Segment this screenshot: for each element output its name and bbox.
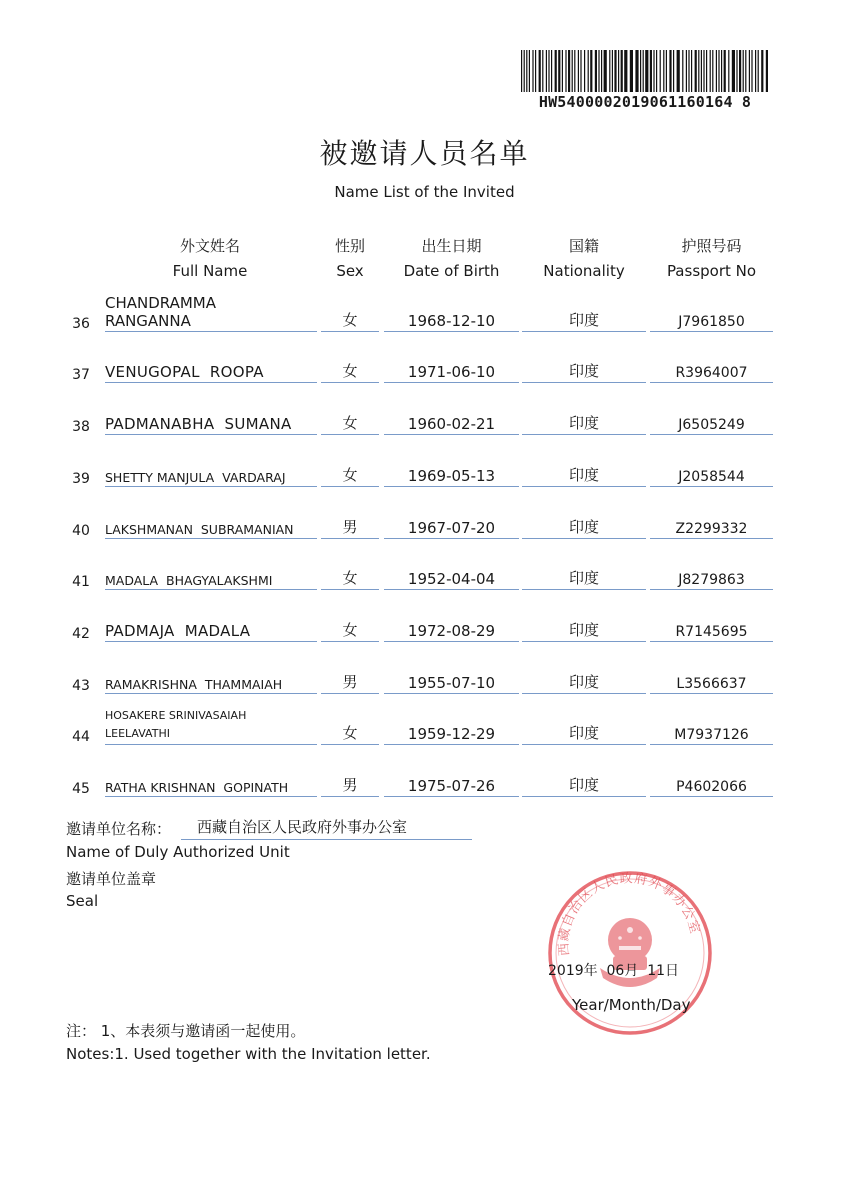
header-sex [320, 234, 380, 284]
barcode-bar [716, 50, 717, 92]
barcode-bar [650, 50, 652, 92]
row-index: 36 [72, 316, 90, 332]
row-nationality: 印度 [522, 499, 646, 539]
row-name-text: MADALA BHAGYALAKSHMI [105, 573, 273, 588]
barcode-bar [749, 50, 750, 92]
row-index: 37 [72, 367, 90, 383]
barcode-bar [542, 50, 543, 92]
header-nationality-zh: 国籍 [568, 237, 599, 255]
barcode-bar [565, 50, 566, 92]
row-passport: J8279863 [650, 550, 773, 590]
note-zh: 注： 1、本表须与邀请函一起使用。 [66, 1022, 306, 1040]
barcode-bar [535, 50, 536, 92]
row-nationality: 印度 [522, 447, 646, 487]
barcode-bar [682, 50, 683, 92]
row-passport: J7961850 [650, 292, 773, 332]
header-sex-zh: 性别 [334, 237, 365, 255]
row-name-text: LAKSHMANAN SUBRAMANIAN [105, 522, 294, 537]
page-title-chinese: 被邀请人员名单 [319, 137, 530, 170]
barcode-bar [604, 50, 607, 92]
row-dob: 1952-04-04 [384, 550, 519, 590]
seal-label-en: Seal [66, 892, 99, 910]
barcode-bar [663, 50, 664, 92]
barcode-bar [728, 50, 729, 92]
barcode-bar [758, 50, 759, 92]
row-dob: 1960-02-21 [384, 395, 519, 435]
row-passport: R3964007 [650, 343, 773, 383]
row-name-line2: RANGANNA [105, 312, 191, 330]
header-dob [384, 234, 519, 284]
row-name-text: PADMAJA MADALA [105, 622, 251, 640]
barcode-bar [624, 50, 627, 92]
barcode-bar [706, 50, 707, 92]
seal-label-zh: 邀请单位盖章 [66, 870, 157, 888]
barcode-bar [688, 50, 689, 92]
row-nationality: 印度 [522, 705, 646, 745]
barcode-bar [612, 50, 613, 92]
barcode-bar [732, 50, 735, 92]
row-name-text: RAMAKRISHNA THAMMAIAH [105, 677, 283, 692]
barcode-bar [539, 50, 541, 92]
header-dob-en: Date of Birth [403, 262, 500, 280]
barcode-bar [601, 50, 602, 92]
row-nationality: 印度 [522, 602, 646, 642]
barcode-bar [645, 50, 648, 92]
row-index: 40 [72, 523, 90, 539]
row-sex: 女 [321, 395, 379, 435]
barcode-bar [548, 50, 549, 92]
date-label: Year/Month/Day [572, 996, 691, 1014]
barcode-bar [546, 50, 547, 92]
barcode-bar [695, 50, 697, 92]
barcode-bar [673, 50, 674, 92]
barcode-bar [677, 50, 680, 92]
header-full-name [130, 234, 290, 284]
barcode-bar [643, 50, 644, 92]
row-sex: 女 [321, 292, 379, 332]
row-name [105, 757, 317, 797]
table-row [0, 447, 849, 487]
table-row [0, 654, 849, 694]
row-nationality: 印度 [522, 292, 646, 332]
page-title-english: Name List of the Invited [334, 183, 515, 201]
row-name-text: VENUGOPAL ROOPA [105, 363, 264, 381]
barcode-bar [724, 50, 726, 92]
row-dob: 1972-08-29 [384, 602, 519, 642]
row-name [105, 654, 317, 694]
barcode-bar [580, 50, 581, 92]
unit-name-value: 西藏自治区人民政府外事办公室 [181, 816, 472, 840]
row-dob: 1968-12-10 [384, 292, 519, 332]
barcode-bar [555, 50, 557, 92]
barcode-bar [653, 50, 654, 92]
row-name-text: RATHA KRISHNAN GOPINATH [105, 780, 289, 795]
barcode-bar [551, 50, 552, 92]
barcode-bar [669, 50, 671, 92]
row-name [105, 602, 317, 642]
row-index: 38 [72, 419, 90, 435]
row-name-text: PADMANABHA SUMANA [105, 415, 292, 433]
barcode-bar [614, 50, 616, 92]
table-row [0, 499, 849, 539]
row-sex: 女 [321, 447, 379, 487]
date-value: 2019年 06月 11日 [548, 963, 680, 979]
barcode-image [520, 50, 770, 92]
row-name [105, 499, 317, 539]
header-full-name-zh: 外文姓名 [179, 237, 240, 255]
barcode-bar [745, 50, 746, 92]
row-name [105, 395, 317, 435]
row-index: 45 [72, 781, 90, 797]
row-index: 44 [72, 729, 90, 745]
barcode-bar [710, 50, 711, 92]
row-sex: 男 [321, 499, 379, 539]
barcode-bar [660, 50, 661, 92]
row-nationality: 印度 [522, 654, 646, 694]
row-name-line2: LEELAVATHI [105, 727, 170, 740]
barcode-bar [558, 50, 560, 92]
row-nationality: 印度 [522, 343, 646, 383]
barcode-bar [656, 50, 657, 92]
barcode-bar [574, 50, 575, 92]
row-dob: 1975-07-26 [384, 757, 519, 797]
unit-label-zh: 邀请单位名称： [66, 820, 172, 838]
row-sex: 女 [321, 343, 379, 383]
barcode-bar [718, 50, 719, 92]
barcode-number: HW5400002019061160164 8 [538, 93, 752, 111]
barcode-bar [755, 50, 756, 92]
row-passport: P4602066 [650, 757, 773, 797]
row-name-line1: CHANDRAMMA [105, 294, 217, 312]
row-nationality: 印度 [522, 550, 646, 590]
row-index: 41 [72, 574, 90, 590]
barcode-bar [595, 50, 597, 92]
barcode-bar [609, 50, 610, 92]
barcode-bar [698, 50, 699, 92]
row-sex: 女 [321, 602, 379, 642]
barcode-bar [721, 50, 722, 92]
barcode-bar [621, 50, 623, 92]
row-dob: 1967-07-20 [384, 499, 519, 539]
barcode-bar [584, 50, 585, 92]
barcode-bar [766, 50, 768, 92]
barcode-bar [598, 50, 599, 92]
row-passport: M7937126 [650, 705, 773, 745]
row-dob: 1959-12-29 [384, 705, 519, 745]
header-dob-zh: 出生日期 [421, 237, 482, 255]
row-passport: J2058544 [650, 447, 773, 487]
row-passport: J6505249 [650, 395, 773, 435]
barcode-bar [578, 50, 579, 92]
barcode-bar [739, 50, 741, 92]
header-passport-en: Passport No [666, 262, 757, 280]
row-index: 42 [72, 626, 90, 642]
table-row [0, 343, 849, 383]
barcode-bar [640, 50, 641, 92]
row-sex: 女 [321, 705, 379, 745]
row-name [105, 447, 317, 487]
barcode-bar [686, 50, 687, 92]
header-nationality-en: Nationality [543, 262, 625, 280]
barcode-bar [712, 50, 713, 92]
barcode-bar [526, 50, 527, 92]
barcode-bar [736, 50, 737, 92]
barcode-bar [701, 50, 702, 92]
table-row [0, 602, 849, 642]
header-sex-en: Sex [336, 262, 364, 280]
row-name [105, 550, 317, 590]
barcode-bar [666, 50, 667, 92]
table-row [0, 395, 849, 435]
barcode-bar [590, 50, 592, 92]
row-dob: 1969-05-13 [384, 447, 519, 487]
row-passport: Z2299332 [650, 499, 773, 539]
table-row [0, 757, 849, 797]
svg-text:西藏自治区人民政府外事办公室: 西藏自治区人民政府外事办公室 [556, 871, 703, 957]
barcode-bar [521, 50, 522, 92]
row-name [105, 705, 317, 745]
row-name-text: SHETTY MANJULA VARDARAJ [105, 470, 286, 485]
row-nationality: 印度 [522, 757, 646, 797]
row-dob: 1971-06-10 [384, 343, 519, 383]
barcode-bar [635, 50, 638, 92]
barcode-bar [532, 50, 533, 92]
table-row [0, 550, 849, 590]
header-passport-zh: 护照号码 [681, 237, 742, 255]
row-dob: 1955-07-10 [384, 654, 519, 694]
barcode-bar [761, 50, 763, 92]
row-index: 39 [72, 471, 90, 487]
header-nationality [522, 234, 646, 284]
barcode-bar [751, 50, 752, 92]
row-index: 43 [72, 678, 90, 694]
barcode-bar [703, 50, 704, 92]
unit-label-en: Name of Duly Authorized Unit [66, 843, 290, 861]
note-en: Notes:1. Used together with the Invitation letter. [66, 1045, 431, 1063]
barcode-bar [568, 50, 570, 92]
barcode-bar [524, 50, 525, 92]
barcode-bar [572, 50, 573, 92]
barcode-bar [529, 50, 530, 92]
barcode-bar [588, 50, 589, 92]
header-full-name-en: Full Name [172, 262, 248, 280]
row-sex: 男 [321, 654, 379, 694]
row-sex: 女 [321, 550, 379, 590]
row-passport: L3566637 [650, 654, 773, 694]
table-row [0, 705, 849, 745]
header-passport [650, 234, 773, 284]
barcode-bar [618, 50, 619, 92]
barcode-bar [743, 50, 744, 92]
row-nationality: 印度 [522, 395, 646, 435]
row-name [105, 292, 317, 332]
barcode-bar [691, 50, 692, 92]
barcode-bar [630, 50, 633, 92]
table-row [0, 292, 849, 332]
row-name-line1: HOSAKERE SRINIVASAIAH [105, 709, 247, 722]
row-name [105, 343, 317, 383]
row-passport: R7145695 [650, 602, 773, 642]
row-sex: 男 [321, 757, 379, 797]
barcode-bar [562, 50, 563, 92]
